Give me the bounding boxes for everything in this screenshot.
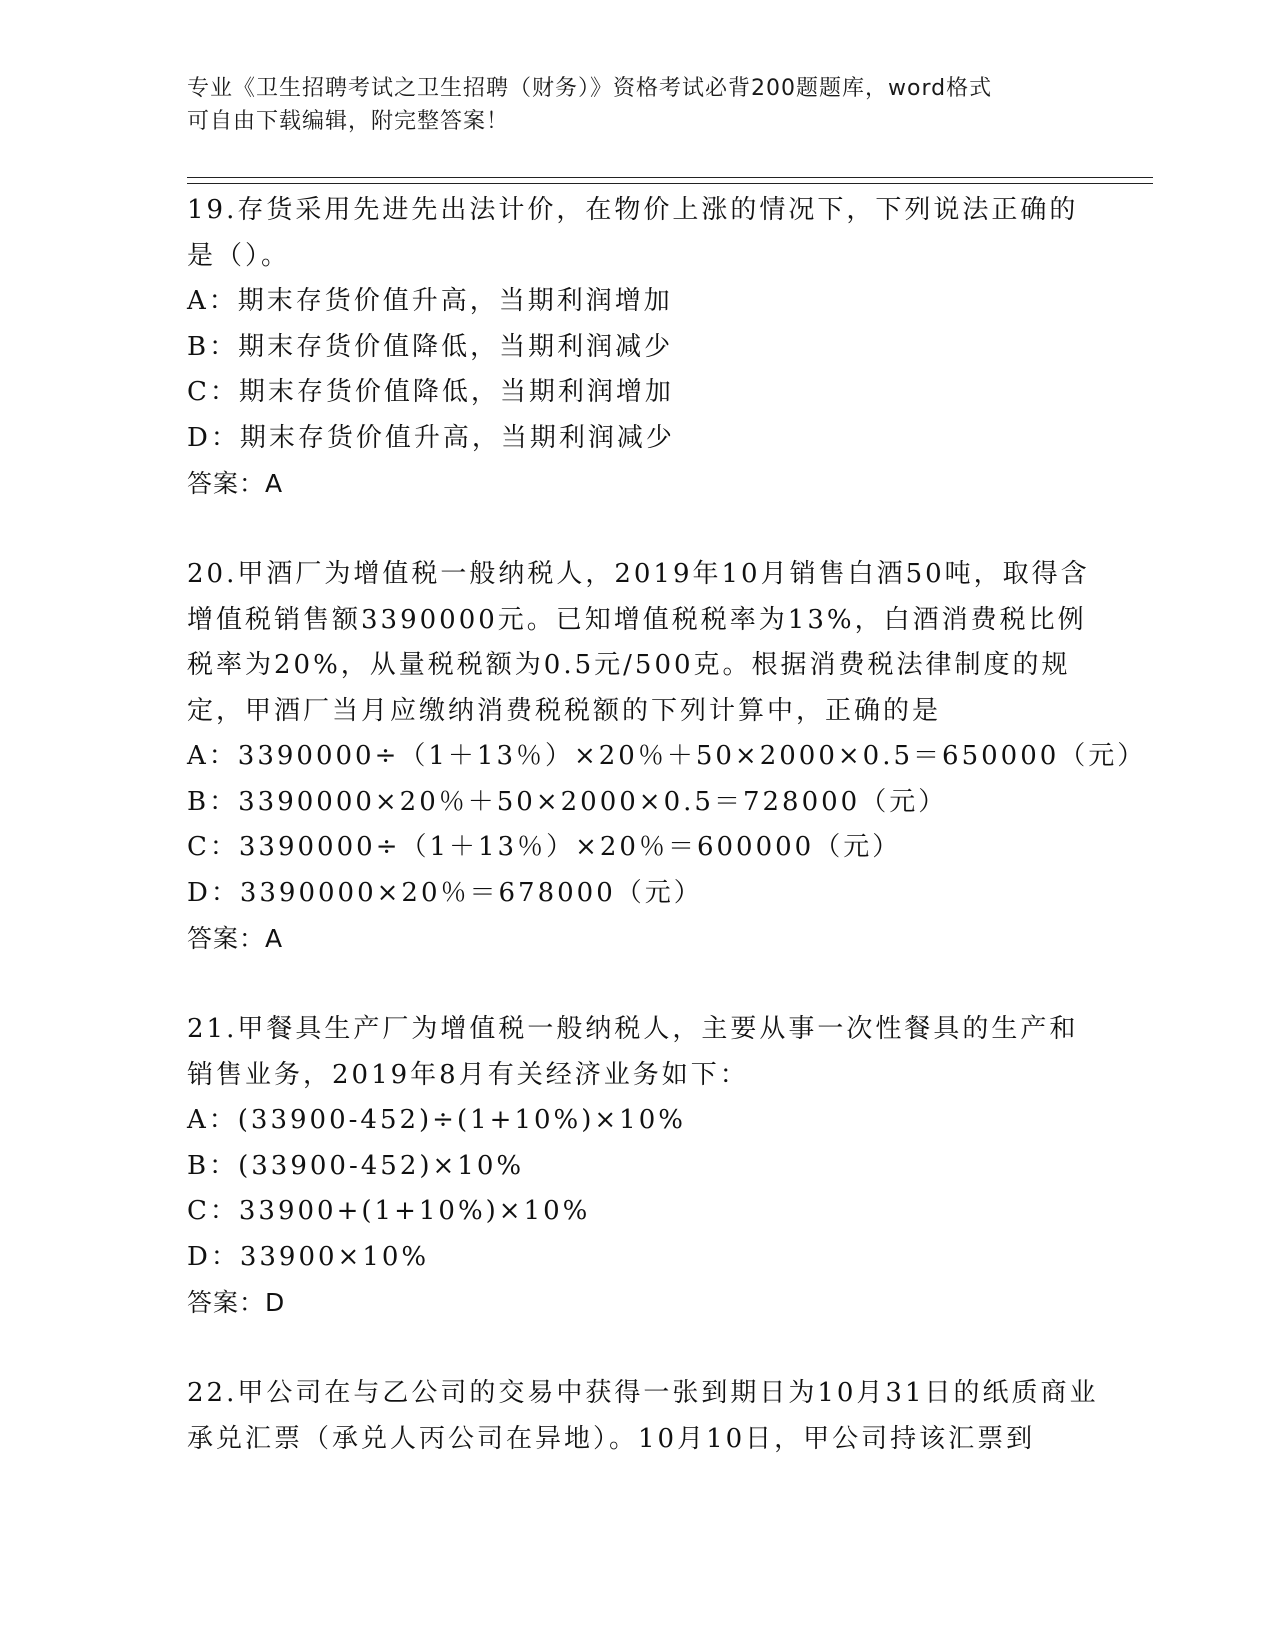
answer-line: 答案：A	[187, 924, 284, 953]
option-b: B：(33900-452)×10%	[187, 1150, 525, 1181]
answer-line: 答案：A	[187, 469, 284, 498]
question-spacer	[187, 1326, 1107, 1372]
question-spacer	[187, 507, 1107, 553]
question-21	[187, 1007, 1107, 1326]
question-stem: 21.甲餐具生产厂为增值税一般纳税人，主要从事一次性餐具的生产和销售业务，2019年8月有关经济业务如下：	[187, 1014, 1079, 1090]
option-b: B：3390000×20％＋50×2000×0.5＝728000（元）	[187, 786, 948, 817]
question-stem: 20.甲酒厂为增值税一般纳税人，2019年10月销售白酒50吨，取得含增值税销售额3390000元。已知增值税税率为13%，白酒消费税比例税率为20%，从量税税额为0.5元/500克。根据消费税法律制度的规定，甲酒厂当月应缴纳消费税税额的下列计算中，正确的是	[187, 559, 1090, 726]
header-line-1: 专业《卫生招聘考试之卫生招聘（财务）》资格考试必背200题题库，word格式	[187, 76, 993, 101]
header-divider-top	[187, 177, 1153, 178]
question-stem: 19.存货采用先进先出法计价，在物价上涨的情况下，下列说法正确的是（）。	[187, 195, 1079, 271]
option-d: D：33900×10%	[187, 1241, 430, 1272]
option-d: D：3390000×20％＝678000（元）	[187, 877, 703, 908]
option-c: C：3390000÷（1＋13％）×20％＝600000（元）	[187, 832, 902, 862]
option-d: D：期末存货价值升高，当期利润减少	[187, 422, 675, 453]
question-22	[187, 1371, 1107, 1462]
option-a: A：期末存货价值升高，当期利润增加	[187, 286, 673, 316]
question-list	[187, 188, 1147, 1462]
answer-line: 答案：D	[187, 1288, 286, 1317]
question-20	[187, 552, 1147, 962]
header-line-2: 可自由下载编辑，附完整答案！	[187, 109, 510, 134]
question-stem: 22.甲公司在与乙公司的交易中获得一张到期日为10月31日的纸质商业承兑汇票（承兑人丙公司在异地）。10月10日，甲公司持该汇票到	[187, 1378, 1099, 1454]
question-spacer	[187, 962, 1107, 1008]
document-header	[187, 72, 1087, 138]
question-19	[187, 188, 1107, 507]
option-c: C：期末存货价值降低，当期利润增加	[187, 377, 674, 407]
option-a: A：(33900-452)÷(1+10%)×10%	[187, 1105, 686, 1135]
option-b: B：期末存货价值降低，当期利润减少	[187, 331, 674, 362]
option-a: A：3390000÷（1＋13％）×20％＋50×2000×0.5＝650000（元）	[187, 741, 1147, 771]
option-c: C：33900+(1+10%)×10%	[187, 1196, 591, 1226]
header-divider-bottom	[187, 183, 1153, 184]
